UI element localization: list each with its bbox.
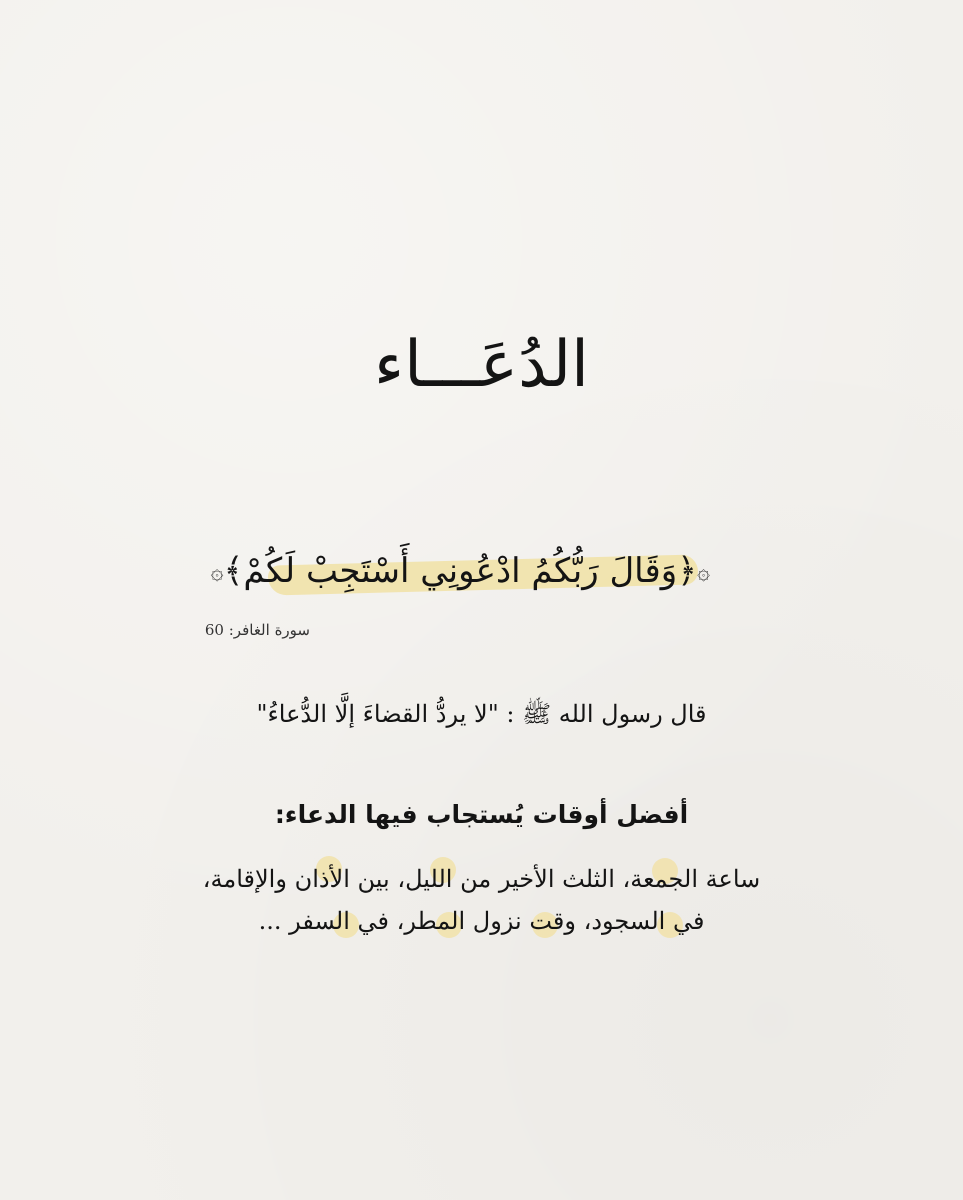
times-line-1: ساعة الجمعة، الثلث الأخير من الليل، بين الأذان والإقامة، [202, 865, 761, 893]
best-times-list [0, 858, 963, 942]
verse-ornament-open-icon: ۞ [697, 560, 710, 585]
times-line-2: في السجود، وقت نزول المطر، في السفر ... [258, 907, 705, 935]
best-times-heading: أفضل أوقات يُستجاب فيها الدعاء: [274, 800, 689, 829]
verse-ornament-close-icon: ۞ [210, 560, 224, 585]
verse-block [210, 540, 710, 602]
quran-verse [210, 540, 710, 604]
hadith-quote: قال رسول الله ﷺ : "لا يردُّ القضاءَ إلَّا الدُّعاءُ" [256, 700, 707, 728]
verse-text: ﴿وَقَالَ رَبُّكُمُ ادْعُونِي أَسْتَجِبْ لَكُمْ﴾ [223, 551, 698, 591]
page-title: الدُعَـــاء [374, 328, 589, 402]
verse-source: سورة الغافر: 60 [204, 621, 310, 639]
